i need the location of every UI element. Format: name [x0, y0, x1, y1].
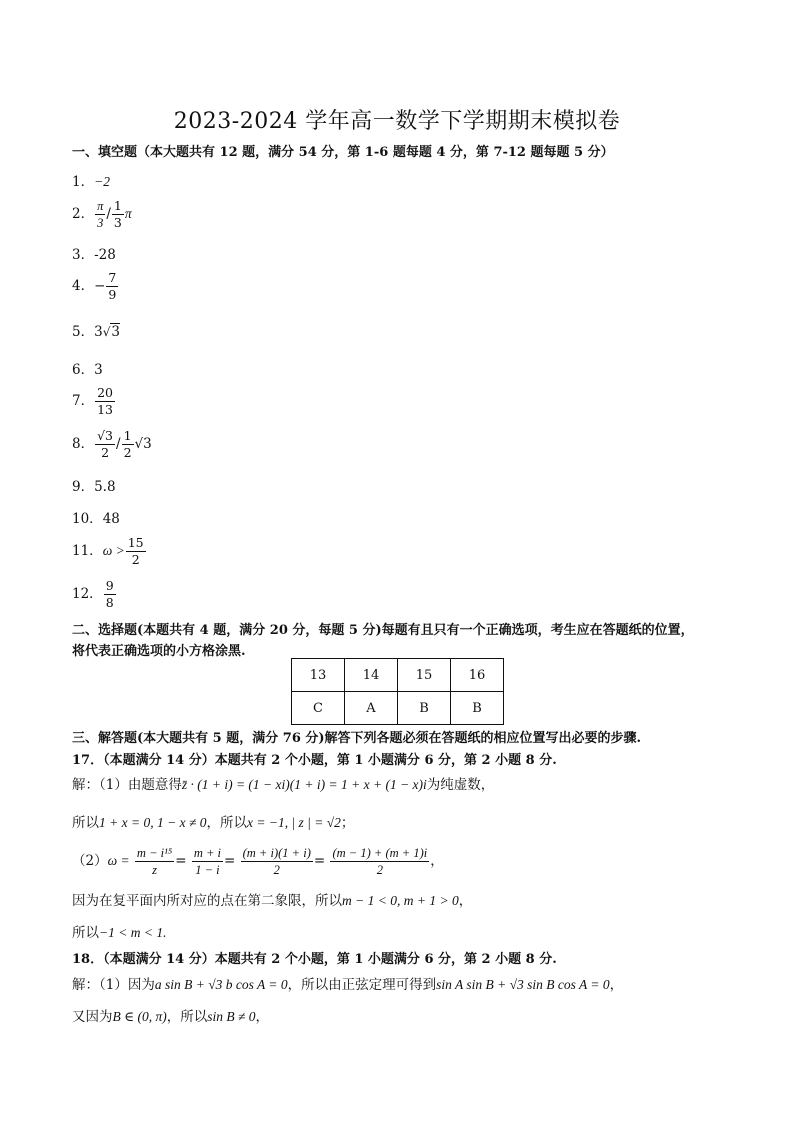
numerator: (m + i)(1 + i) [242, 846, 311, 860]
text: 所以 [72, 815, 99, 831]
answer-label: 2． [72, 206, 95, 222]
q17-heading: 17．（本题满分 14 分）本题共有 2 个小题，第 1 小题满分 6 分，第 2 小题 8 分. [72, 753, 557, 768]
fraction [241, 845, 313, 878]
section3-heading: 三、解答题(本大题共有 5 题，满分 76 分)解答下列各题必须在答题纸的相应位置写出必要的步骤. [72, 731, 642, 746]
answer-label: 12． [72, 586, 103, 602]
text: 为纯虚数， [426, 777, 495, 793]
answer-label: 3． [72, 247, 95, 263]
numerator: 15 [127, 535, 144, 550]
inequality-lhs: ω > [102, 543, 125, 558]
answer-value: 48 [102, 511, 120, 527]
section1-heading: 一、填空题（本大题共有 12 题，满分 54 分，第 1-6 题每题 4 分，第 7-12 题每题 5 分） [72, 145, 614, 160]
text: （2） [72, 853, 108, 869]
answer-5 [72, 320, 120, 340]
answer-label: 6． [72, 362, 95, 378]
denominator: 9 [108, 287, 117, 302]
answer-12 [72, 578, 117, 611]
numerator: m + i [193, 846, 221, 860]
table-cell: 16 [451, 659, 504, 692]
table-cell: C [292, 692, 345, 725]
denominator: z [152, 863, 157, 877]
q17-line5 [72, 921, 166, 941]
formula: −1 < m < 1. [99, 925, 167, 940]
text: ， [458, 893, 473, 909]
text: 所以 [72, 925, 99, 941]
numerator: 1 [123, 428, 132, 443]
section2-heading-line1: 二、选择题(本题共有 4 题，满分 20 分，每题 5 分)每题有且只有一个正确选项，考生应在答题纸的位置， [72, 623, 694, 638]
answer-6 [72, 358, 103, 378]
denominator: 8 [105, 595, 114, 610]
answer-value: -28 [94, 247, 116, 263]
text: 解：（1）因为 [72, 977, 155, 993]
sqrt-icon: √ [102, 325, 111, 339]
numerator: π [97, 199, 104, 213]
numerator: (m − 1) + (m + 1)i [332, 846, 428, 860]
denominator: 2 [273, 863, 280, 877]
table-cell: 14 [345, 659, 398, 692]
answer-label: 10． [72, 511, 103, 527]
text: ，所以 [166, 1009, 208, 1025]
text: ； [340, 815, 355, 831]
coefficient: 3 [94, 324, 103, 340]
formula: a sin B + √3 b cos A = 0 [154, 977, 288, 992]
q18-line1 [72, 973, 623, 993]
denominator: 2 [376, 863, 383, 877]
table-cell: 15 [398, 659, 451, 692]
denominator: 3 [97, 216, 104, 230]
numerator: 20 [97, 385, 113, 400]
denominator: 2 [131, 552, 140, 567]
answer-label: 8． [72, 436, 95, 452]
answer-7 [72, 385, 116, 418]
section2-heading-line2: 将代表正确选项的小方格涂黑. [72, 644, 246, 659]
fraction [122, 428, 134, 461]
fraction [95, 428, 115, 461]
formula: 1 + x = 0, 1 − x ≠ 0 [99, 815, 207, 830]
fraction [192, 845, 223, 878]
denominator: 1 − i [195, 863, 220, 877]
denominator: 3 [113, 215, 122, 230]
denominator: 13 [97, 402, 113, 417]
fraction [106, 270, 118, 303]
table-cell: 13 [292, 659, 345, 692]
answer-1 [72, 170, 110, 190]
text: ， [255, 1009, 270, 1025]
fraction [126, 535, 146, 568]
answer-value: 5.8 [94, 479, 116, 495]
text: 因为在复平面内所对应的点在第二象限，所以 [72, 893, 342, 909]
table-row [292, 659, 504, 692]
formula: m − 1 < 0, m + 1 > 0 [342, 893, 459, 908]
fraction [330, 845, 429, 878]
numerator: m − i¹⁵ [136, 846, 173, 860]
table-cell: A [345, 692, 398, 725]
fraction [112, 198, 124, 231]
formula: sin A sin B + √3 sin B cos A = 0 [436, 977, 610, 992]
formula: z̄ · (1 + i) = (1 − xi)(1 + i) = 1 + x + (1 − x)i [181, 777, 427, 792]
table-cell: B [398, 692, 451, 725]
separator: / [116, 436, 121, 452]
answer-label: 5． [72, 324, 95, 340]
answer-2 [72, 198, 132, 231]
q17-line1 [72, 773, 494, 793]
denominator: 2 [101, 445, 110, 460]
answer-11 [72, 535, 147, 568]
fraction [95, 198, 105, 231]
radicand: 3 [111, 324, 120, 340]
table-row [292, 692, 504, 725]
minus-sign: − [94, 278, 106, 294]
text: ，所以 [206, 815, 247, 831]
answer-label: 9． [72, 479, 95, 495]
answer-label: 1． [72, 174, 95, 190]
formula: x = −1, | z | = √2 [246, 815, 341, 830]
answer-9 [72, 475, 116, 495]
answer-3 [72, 243, 116, 263]
formula: B ∈ (0, π) [112, 1009, 167, 1024]
answer-4 [72, 270, 119, 303]
page-title: 2023-2024 学年高一数学下学期期末模拟卷 [173, 109, 621, 134]
answer-table [291, 658, 504, 725]
fraction [104, 578, 116, 611]
fraction [135, 845, 174, 878]
answer-8 [72, 428, 152, 461]
text: 又因为 [72, 1009, 113, 1025]
formula: sin B ≠ 0 [207, 1009, 256, 1024]
q18-heading: 18．（本题满分 14 分）本题共有 2 个小题，第 1 小题满分 6 分，第 2 小题 8 分. [72, 952, 557, 967]
answer-10 [72, 507, 120, 527]
answer-label: 4． [72, 278, 95, 294]
q17-line4 [72, 889, 472, 909]
q18-line2 [72, 1005, 269, 1025]
answer-label: 7． [72, 393, 95, 409]
q17-line2 [72, 811, 354, 831]
text: ， [430, 853, 444, 869]
numerator: 7 [108, 270, 117, 285]
text: 解：（1）由题意得 [72, 777, 182, 793]
numerator: 1 [113, 198, 122, 213]
fraction [95, 385, 115, 418]
denominator: 2 [123, 445, 132, 460]
numerator: 9 [105, 578, 114, 593]
answer-label: 11． [72, 543, 103, 559]
table-cell: B [451, 692, 504, 725]
formula: ω = [107, 853, 130, 868]
answer-value: −2 [94, 174, 110, 189]
numerator: √3 [97, 428, 114, 443]
text: ，所以由正弦定理可得到 [287, 977, 437, 993]
answer-tail: √3 [134, 436, 152, 452]
q17-line3: （2）ω = $\frac{\text{m − i¹⁵}}{z}$ = $\frac{m + i}{1 - i}$ = $\frac{(m + i)(1 + i)}{2}$ = $\frac{(m - 1) + (m + 1)i}{2}$ ， [72, 846, 444, 877]
separator: / [106, 206, 111, 222]
text: ， [609, 977, 624, 993]
answer-value: 3 [94, 362, 103, 378]
answer-tail: π [124, 206, 132, 221]
